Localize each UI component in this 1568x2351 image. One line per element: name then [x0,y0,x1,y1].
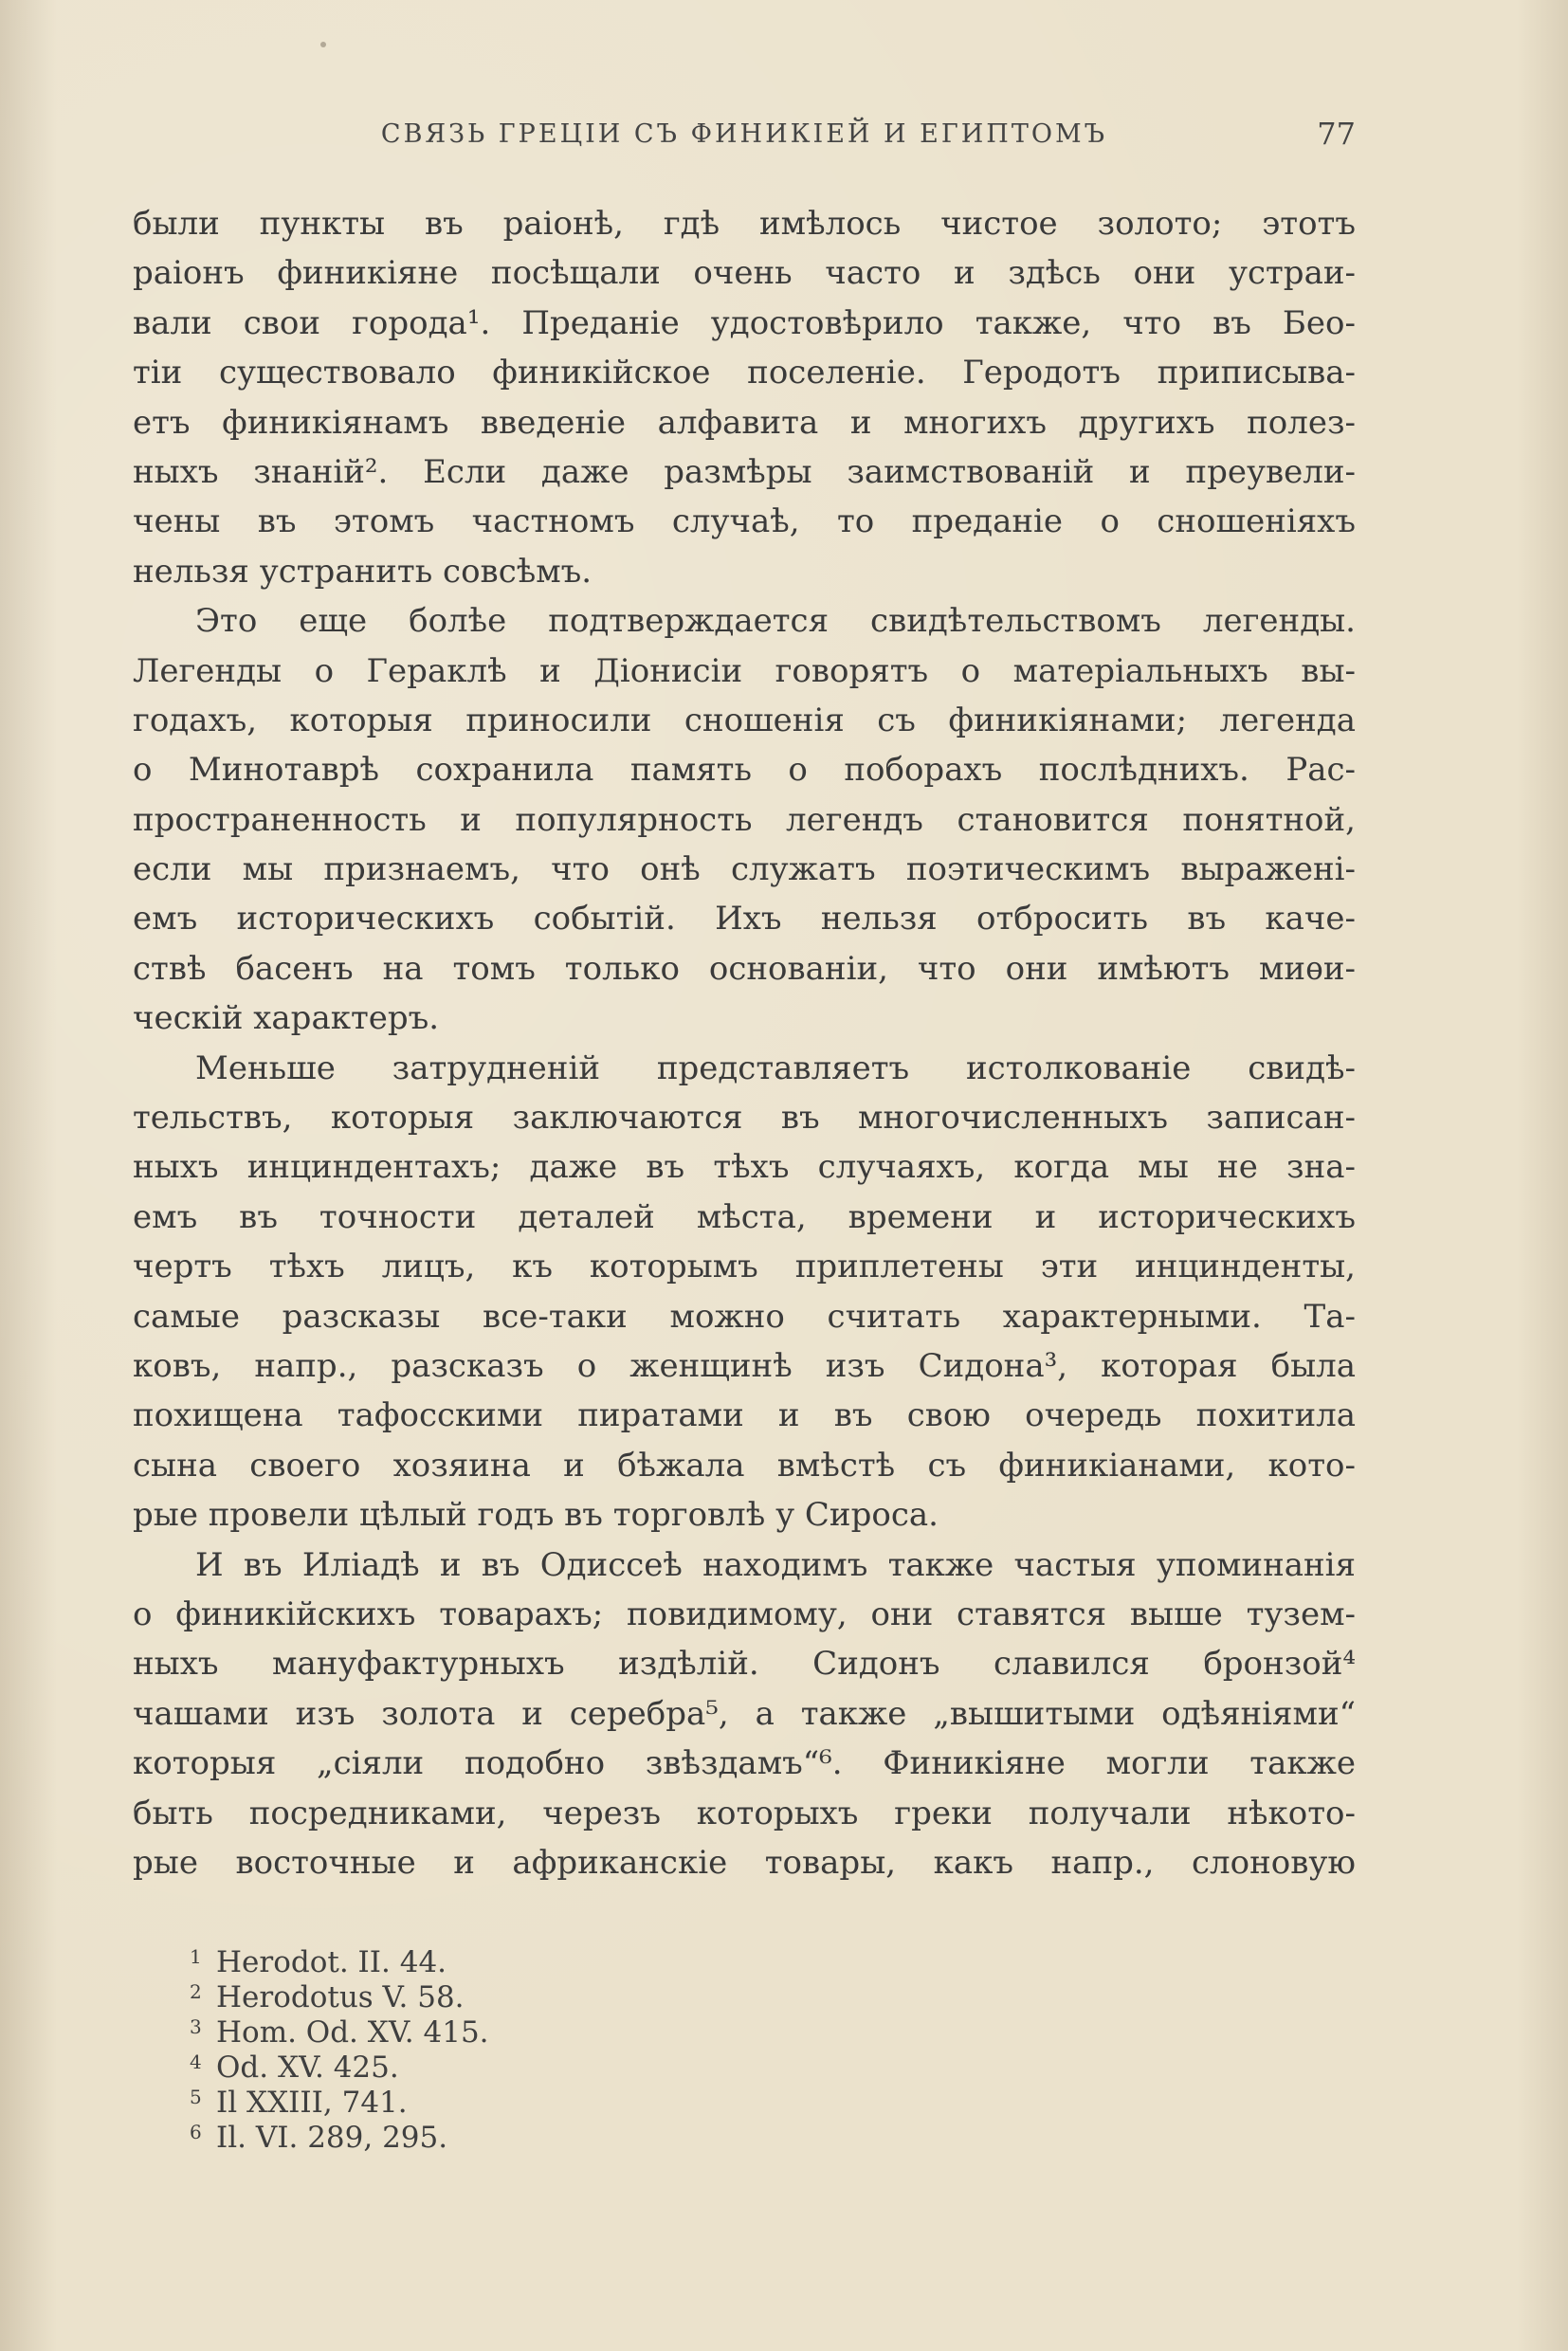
footnote-text: Il XXIII, 741. [216,2086,408,2120]
text-line: вали свои города¹. Преданіе удостовѣрило также, что въ Бео- [133,303,1356,342]
text-line: нельзя устранить совсѣмъ. [133,552,593,591]
text-line: чашами изъ золота и серебра⁵, а также „вышитыми одѣяніями“ [133,1694,1356,1733]
text-line: похищена тафосскими пиратами и въ свою очередь похитила [133,1396,1356,1435]
footnote-mark: 4 [190,2050,202,2073]
running-head: СВЯЗЬ ГРЕЦІИ СЪ ФИНИКІЕЙ И ЕГИПТОМЪ [380,119,1108,149]
text-line: рые провели цѣлый годъ въ торговлѣ у Сироса. [133,1496,939,1535]
footnote [190,1975,948,2014]
text-line: о финикійскихъ товарахъ; повидимому, они ставятся выше тузем- [133,1595,1356,1633]
text-line: ковъ, напр., разсказъ о женщинѣ изъ Сидона³, которая была [133,1346,1356,1385]
footnote-mark: 2 [190,1980,202,2003]
text-line: сына своего хозяина и бѣжала вмѣстѣ съ финикіанами, кото- [133,1446,1356,1485]
text-line: Легенды о Гераклѣ и Діонисіи говорятъ о матеріальныхъ вы- [133,651,1356,690]
text-line: если мы признаемъ, что онѣ служатъ поэтическимъ выраженi- [133,850,1356,889]
body-text [133,199,1356,1887]
text-line: годахъ, которыя приносили сношенія съ финикіянами; легенда [133,701,1356,739]
footnote-mark: 5 [190,2086,202,2108]
text-line: И въ Иліадѣ и въ Одиссеѣ находимъ также частыя упоминанія [195,1545,1356,1584]
footnote-text: Il. VI. 289, 295. [216,2121,448,2155]
footnote-mark: 6 [190,2121,202,2143]
footnote [190,2115,948,2155]
text-line: чены въ этомъ частномъ случаѣ, то преданіе о сношеніяхъ [133,502,1356,541]
text-line: емъ историческихъ событій. Ихъ нельзя отбросить въ каче- [133,900,1356,939]
text-line: ныхъ мануфактурныхъ издѣлій. Сидонъ славился бронзой⁴ [133,1645,1356,1684]
text-line: чертъ тѣхъ лицъ, къ которымъ приплетены эти инцинденты, [133,1248,1356,1286]
footnote [190,2080,948,2120]
footnote-mark: 1 [190,1945,202,1968]
text-line: рые восточные и африканскіе товары, какъ напр., слоновую [133,1843,1356,1882]
text-line: были пункты въ раіонѣ, гдѣ имѣлось чистое золото; этотъ [133,205,1356,243]
text-line: ствѣ басенъ на томъ только основаніи, что они имѣютъ миѳи- [133,949,1356,988]
text-line: етъ финикіянамъ введеніе алфавита и многихъ другихъ полез- [133,403,1356,442]
footnote-text: Hom. Od. XV. 415. [216,2015,489,2050]
text-line: ныхъ знаній². Если даже размѣры заимствованій и преувели- [133,452,1356,491]
footnote-text: Od. XV. 425. [216,2050,399,2085]
footnotes [190,1940,948,2155]
footnote-text: Herodot. II. 44. [216,1945,447,1979]
text-line: тіи существовало финикійское поселеніе. Геродотъ приписыва- [133,354,1356,392]
text-line: быть посредниками, черезъ которыхъ греки получали нѣкото- [133,1794,1356,1832]
text-line: Меньше затрудненій представляетъ истолкованіе свидѣ- [195,1048,1356,1087]
page-header [133,116,1356,154]
footnote-text: Herodotus V. 58. [216,1980,465,2014]
text-line: самые разсказы все-таки можно считать характерными. Та- [133,1297,1356,1336]
text-line: ныхъ инциндентахъ; даже въ тѣхъ случаяхъ, когда мы не зна- [133,1148,1356,1187]
ink-speck [320,42,326,47]
footnote [190,1940,948,1979]
text-line: емъ въ точности деталей мѣста, времени и историческихъ [133,1197,1356,1236]
text-line: раіонъ финикіяне посѣщали очень часто и здѣсь они устраи- [133,254,1356,293]
text-line: тельствъ, которыя заключаются въ многочисленныхъ записан- [133,1099,1356,1138]
page-number: 77 [1317,116,1356,152]
text-line: Это еще болѣе подтверждается свидѣтельствомъ легенды. [195,602,1356,641]
footnote [190,2010,948,2050]
text-line: которыя „сіяли подобно звѣздамъ“⁶. Финикіяне могли также [133,1744,1356,1783]
text-line: пространенность и популярность легендъ становится понятной, [133,800,1356,839]
footnote-mark: 3 [190,2015,202,2038]
text-line: о Минотаврѣ сохранила память о поборахъ послѣднихъ. Рас- [133,751,1356,790]
footnote [190,2045,948,2085]
text-line: ческій характеръ. [133,999,440,1038]
